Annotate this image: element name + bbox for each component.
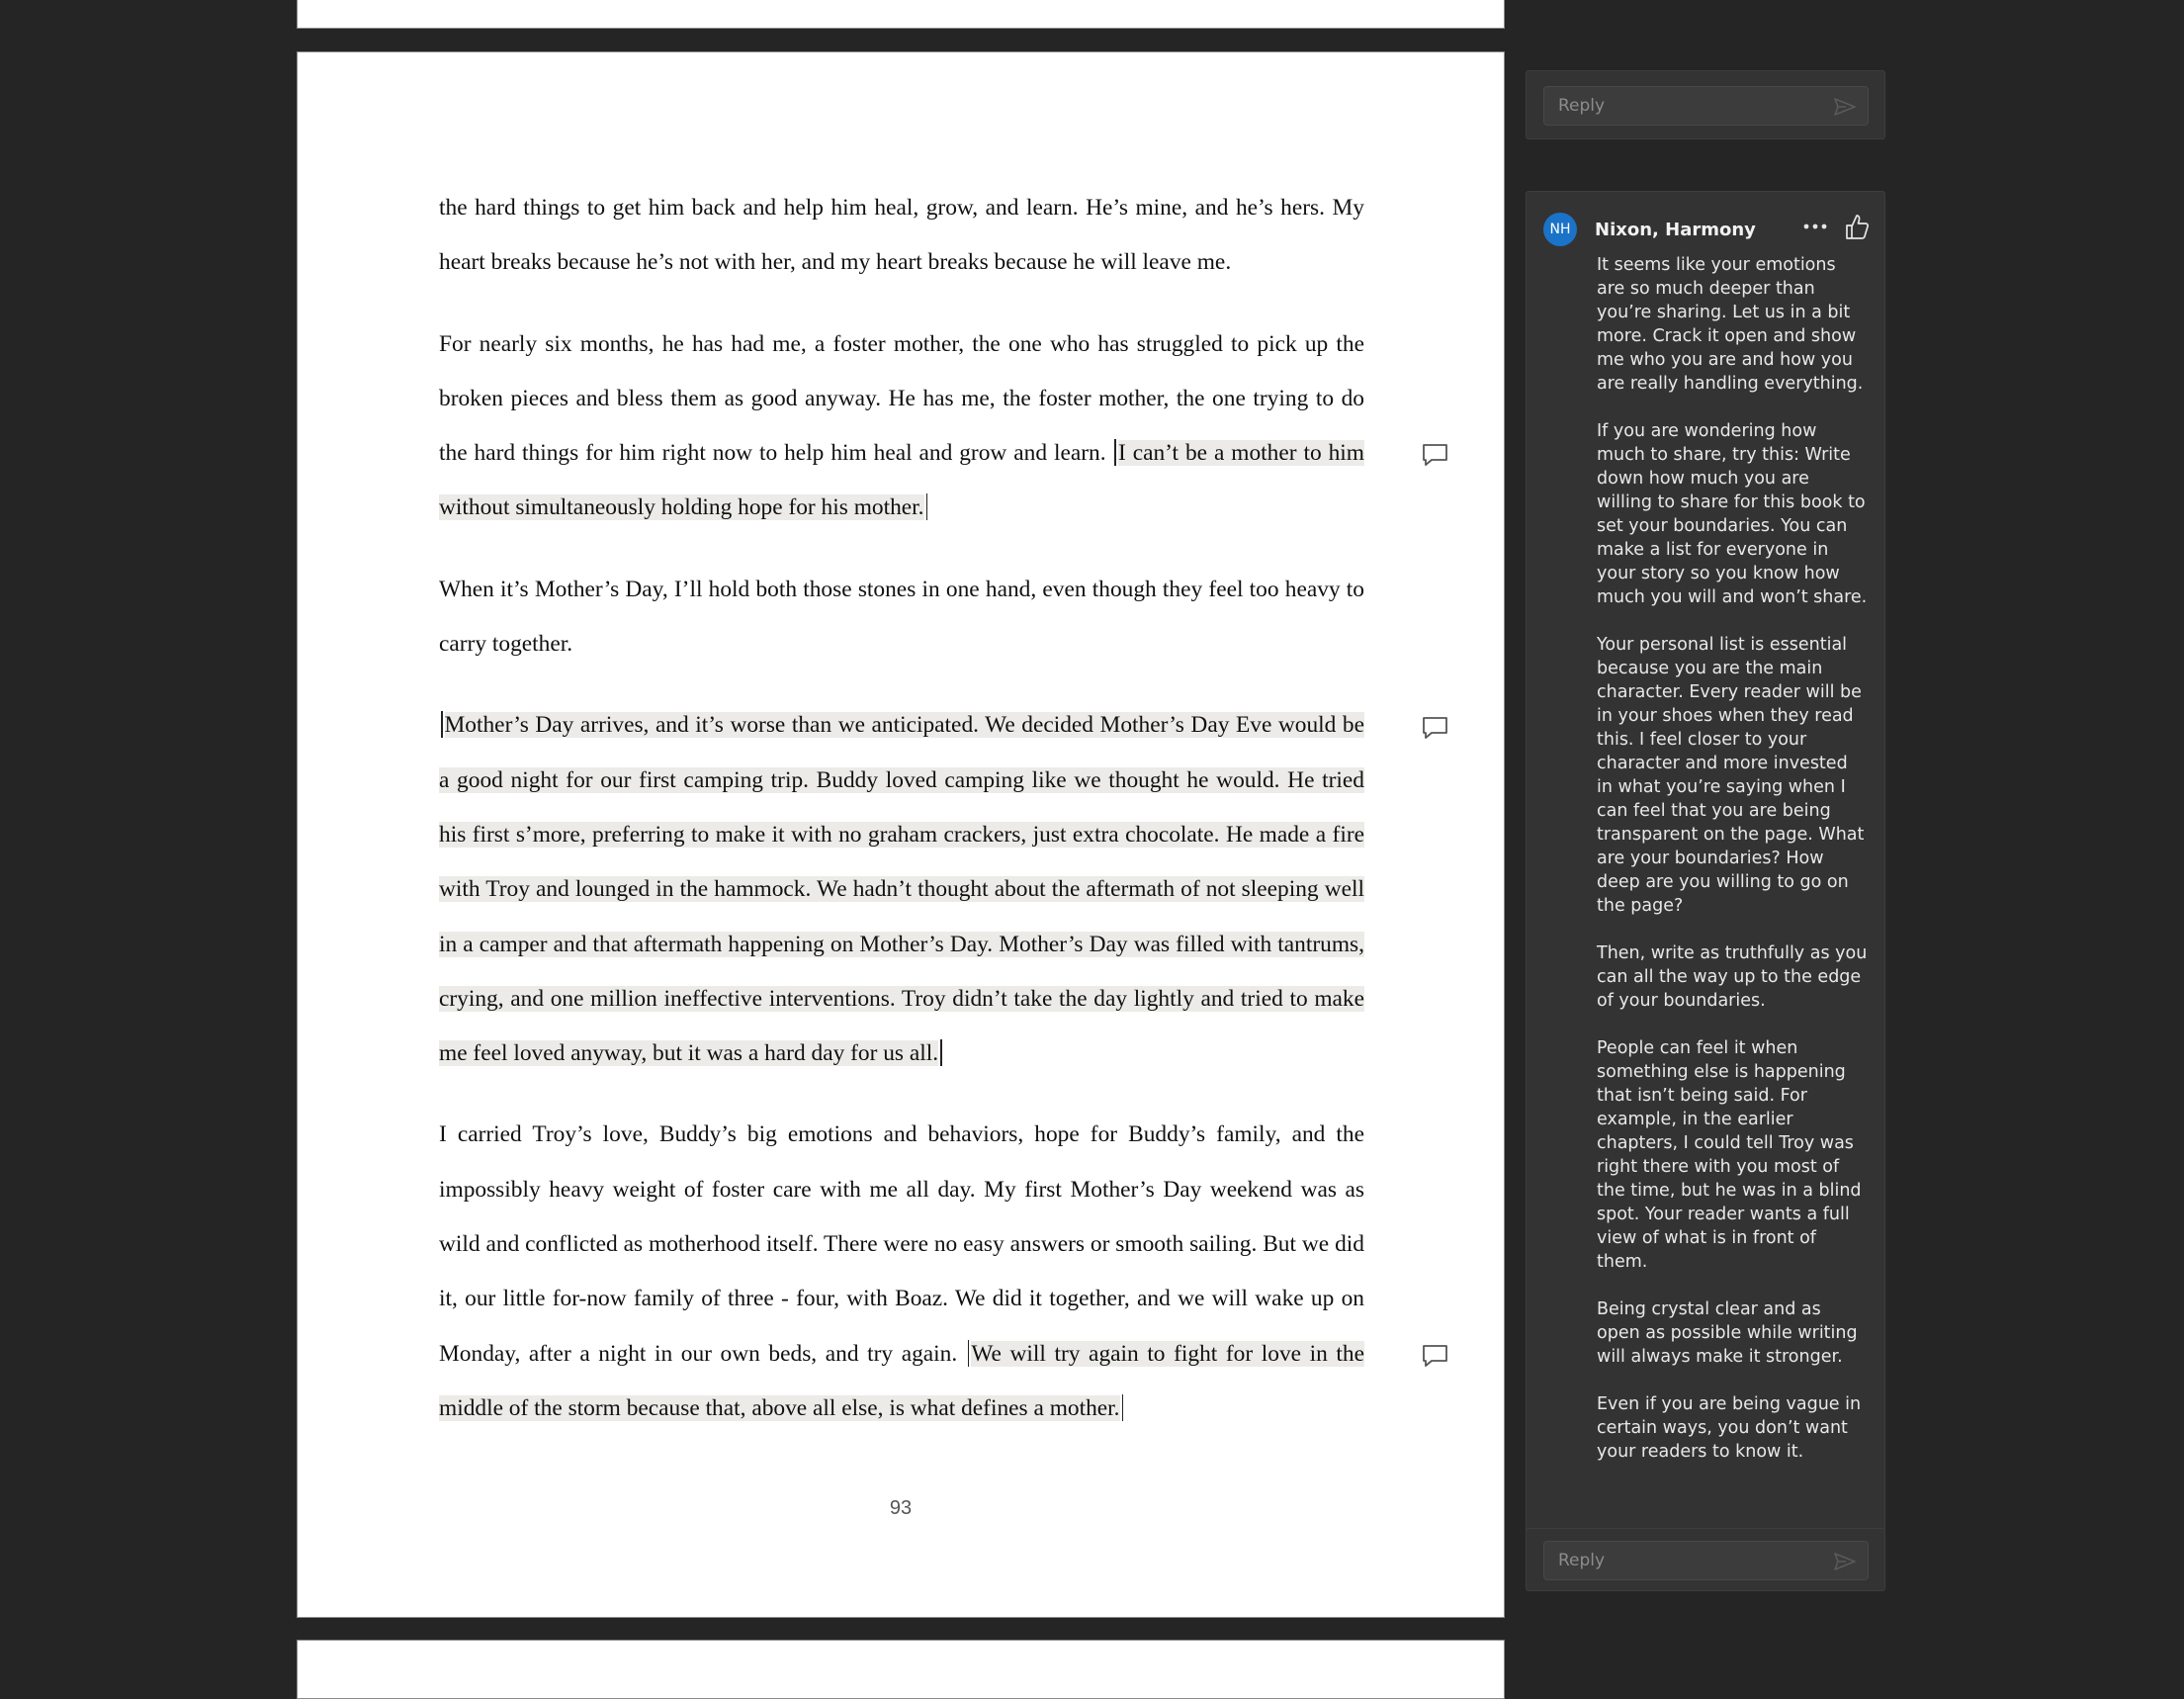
reply-placeholder: Reply [1558,96,1606,116]
paragraph-3-text: When it’s Mother’s Day, I’ll hold both those stones in one hand, even though they feel too heavy to carry together. [439,576,1364,658]
commented-text-1[interactable]: I can’t be a mother to him without simultaneously holding hope for his mother. [439,440,1364,521]
comment-paragraph: Being crystal clear and as open as possible while writing will always make it stronger. [1597,1299,1858,1367]
comment-card[interactable] [1526,191,1885,1532]
comment-paragraph: If you are wondering how much to share, try this: Write down how much you are willing to share for this book to set your boundaries. You can make a list for everyone in your story so you know how much you will and won’t share. [1597,421,1868,607]
comment-reply-card [1526,1528,1885,1591]
comment-paragraph: It seems like your emotions are so much deeper than you’re sharing. Let us in a bit more. Crack it open and show me who you are and how you are really handling everything. [1597,255,1864,394]
thumbs-up-icon[interactable] [1844,213,1870,240]
comment-range-end [940,1039,942,1066]
paragraph-1-text: the hard things to get him back and help him heal, grow, and learn. He’s mine, and he’s hers. My heart breaks because he’s not with her, and my heart breaks because he will leave me. [439,195,1364,276]
paragraph-2[interactable] [439,317,1364,536]
ellipsis-icon[interactable] [1801,216,1829,237]
comment-range-start [968,1340,970,1367]
reply-input[interactable] [1543,1541,1869,1580]
comment-author: Nixon, Harmony [1595,220,1756,240]
comment-range-start [441,711,443,738]
page-number: 93 [889,1497,913,1519]
comment-marker-speech-bubble-icon[interactable] [1422,443,1449,467]
paragraph-5[interactable] [439,1108,1364,1436]
comment-paragraph: Even if you are being vague in certain ways, you don’t want your readers to know it. [1597,1394,1862,1462]
previous-page [297,0,1505,29]
paragraph-1[interactable] [439,181,1364,291]
send-icon[interactable] [1834,1553,1856,1570]
commented-text-3[interactable]: We will try again to fight for love in the middle of the storm because that, above all else, is what defines a mother. [439,1340,1364,1421]
page-body [439,181,1364,1436]
paragraph-4[interactable] [439,698,1364,1081]
comment-marker-speech-bubble-icon[interactable] [1422,1344,1449,1368]
comment-paragraph: Your personal list is essential because you are the main character. Every reader will be in your shoes when they read this. I feel closer to your character and more invested in what you’re saying when I can feel that you are being transparent on the page. What are your boundaries? How deep are you willing to go on the page? [1597,635,1865,916]
next-page [297,1640,1505,1699]
reply-placeholder: Reply [1558,1551,1606,1570]
avatar: NH [1543,213,1577,246]
previous-comment-reply-card [1526,70,1885,139]
comment-paragraph: People can feel it when something else is happening that isn’t being said. For example, in the earlier chapters, I could tell Troy was right there with you most of the time, but he was in a blind spot. Your reader wants a full view of what is in front of them. [1597,1038,1862,1272]
paragraph-2-text: For nearly six months, he has had me, a foster mother, the one who has struggled to pick up the broken pieces and bless them as good anyway. He has me, the foster mother, the one trying to do the hard things for him right now to help him heal and grow and learn. [439,330,1364,467]
paragraph-5-text: I carried Troy’s love, Buddy’s big emotions and behaviors, hope for Buddy’s family, and the impossibly heavy weight of foster care with me all day. My first Mother’s Day weekend was as wild and conflicted as motherhood itself. There were no easy answers or smooth sailing. But we did it, our little for-now family of three - four, with Boaz. We did it together, and we will wake up on Monday, after a night in our own beds, and try again. [439,1121,1364,1367]
comment-marker-speech-bubble-icon[interactable] [1422,716,1449,740]
reply-input[interactable] [1543,86,1869,126]
paragraph-3[interactable] [439,563,1364,672]
commented-text-2[interactable]: Mother’s Day arrives, and it’s worse than we anticipated. We decided Mother’s Day Eve would be a good night for our first camping trip. Buddy loved camping like we thought he would. He tried his first s’more, preferring to make it with no graham crackers, just extra chocolate. He made a fire with Troy and lounged in the hammock. We hadn’t thought about the aftermath of not sleeping well in a camper and that aftermath happening on Mother’s Day. Mother’s Day was filled with tantrums, crying, and one million ineffective interventions. Troy didn’t take the day lightly and tried to make me feel loved anyway, but it was a hard day for us all. [439,712,1364,1067]
document-page [297,51,1505,1618]
comment-range-end [926,493,928,520]
comment-range-start [1114,439,1116,466]
comment-range-end [1122,1394,1124,1421]
send-icon[interactable] [1834,98,1856,116]
comment-paragraph: Then, write as truthfully as you can all the way up to the edge of your boundaries. [1597,943,1868,1011]
comment-body [1597,253,1869,1487]
